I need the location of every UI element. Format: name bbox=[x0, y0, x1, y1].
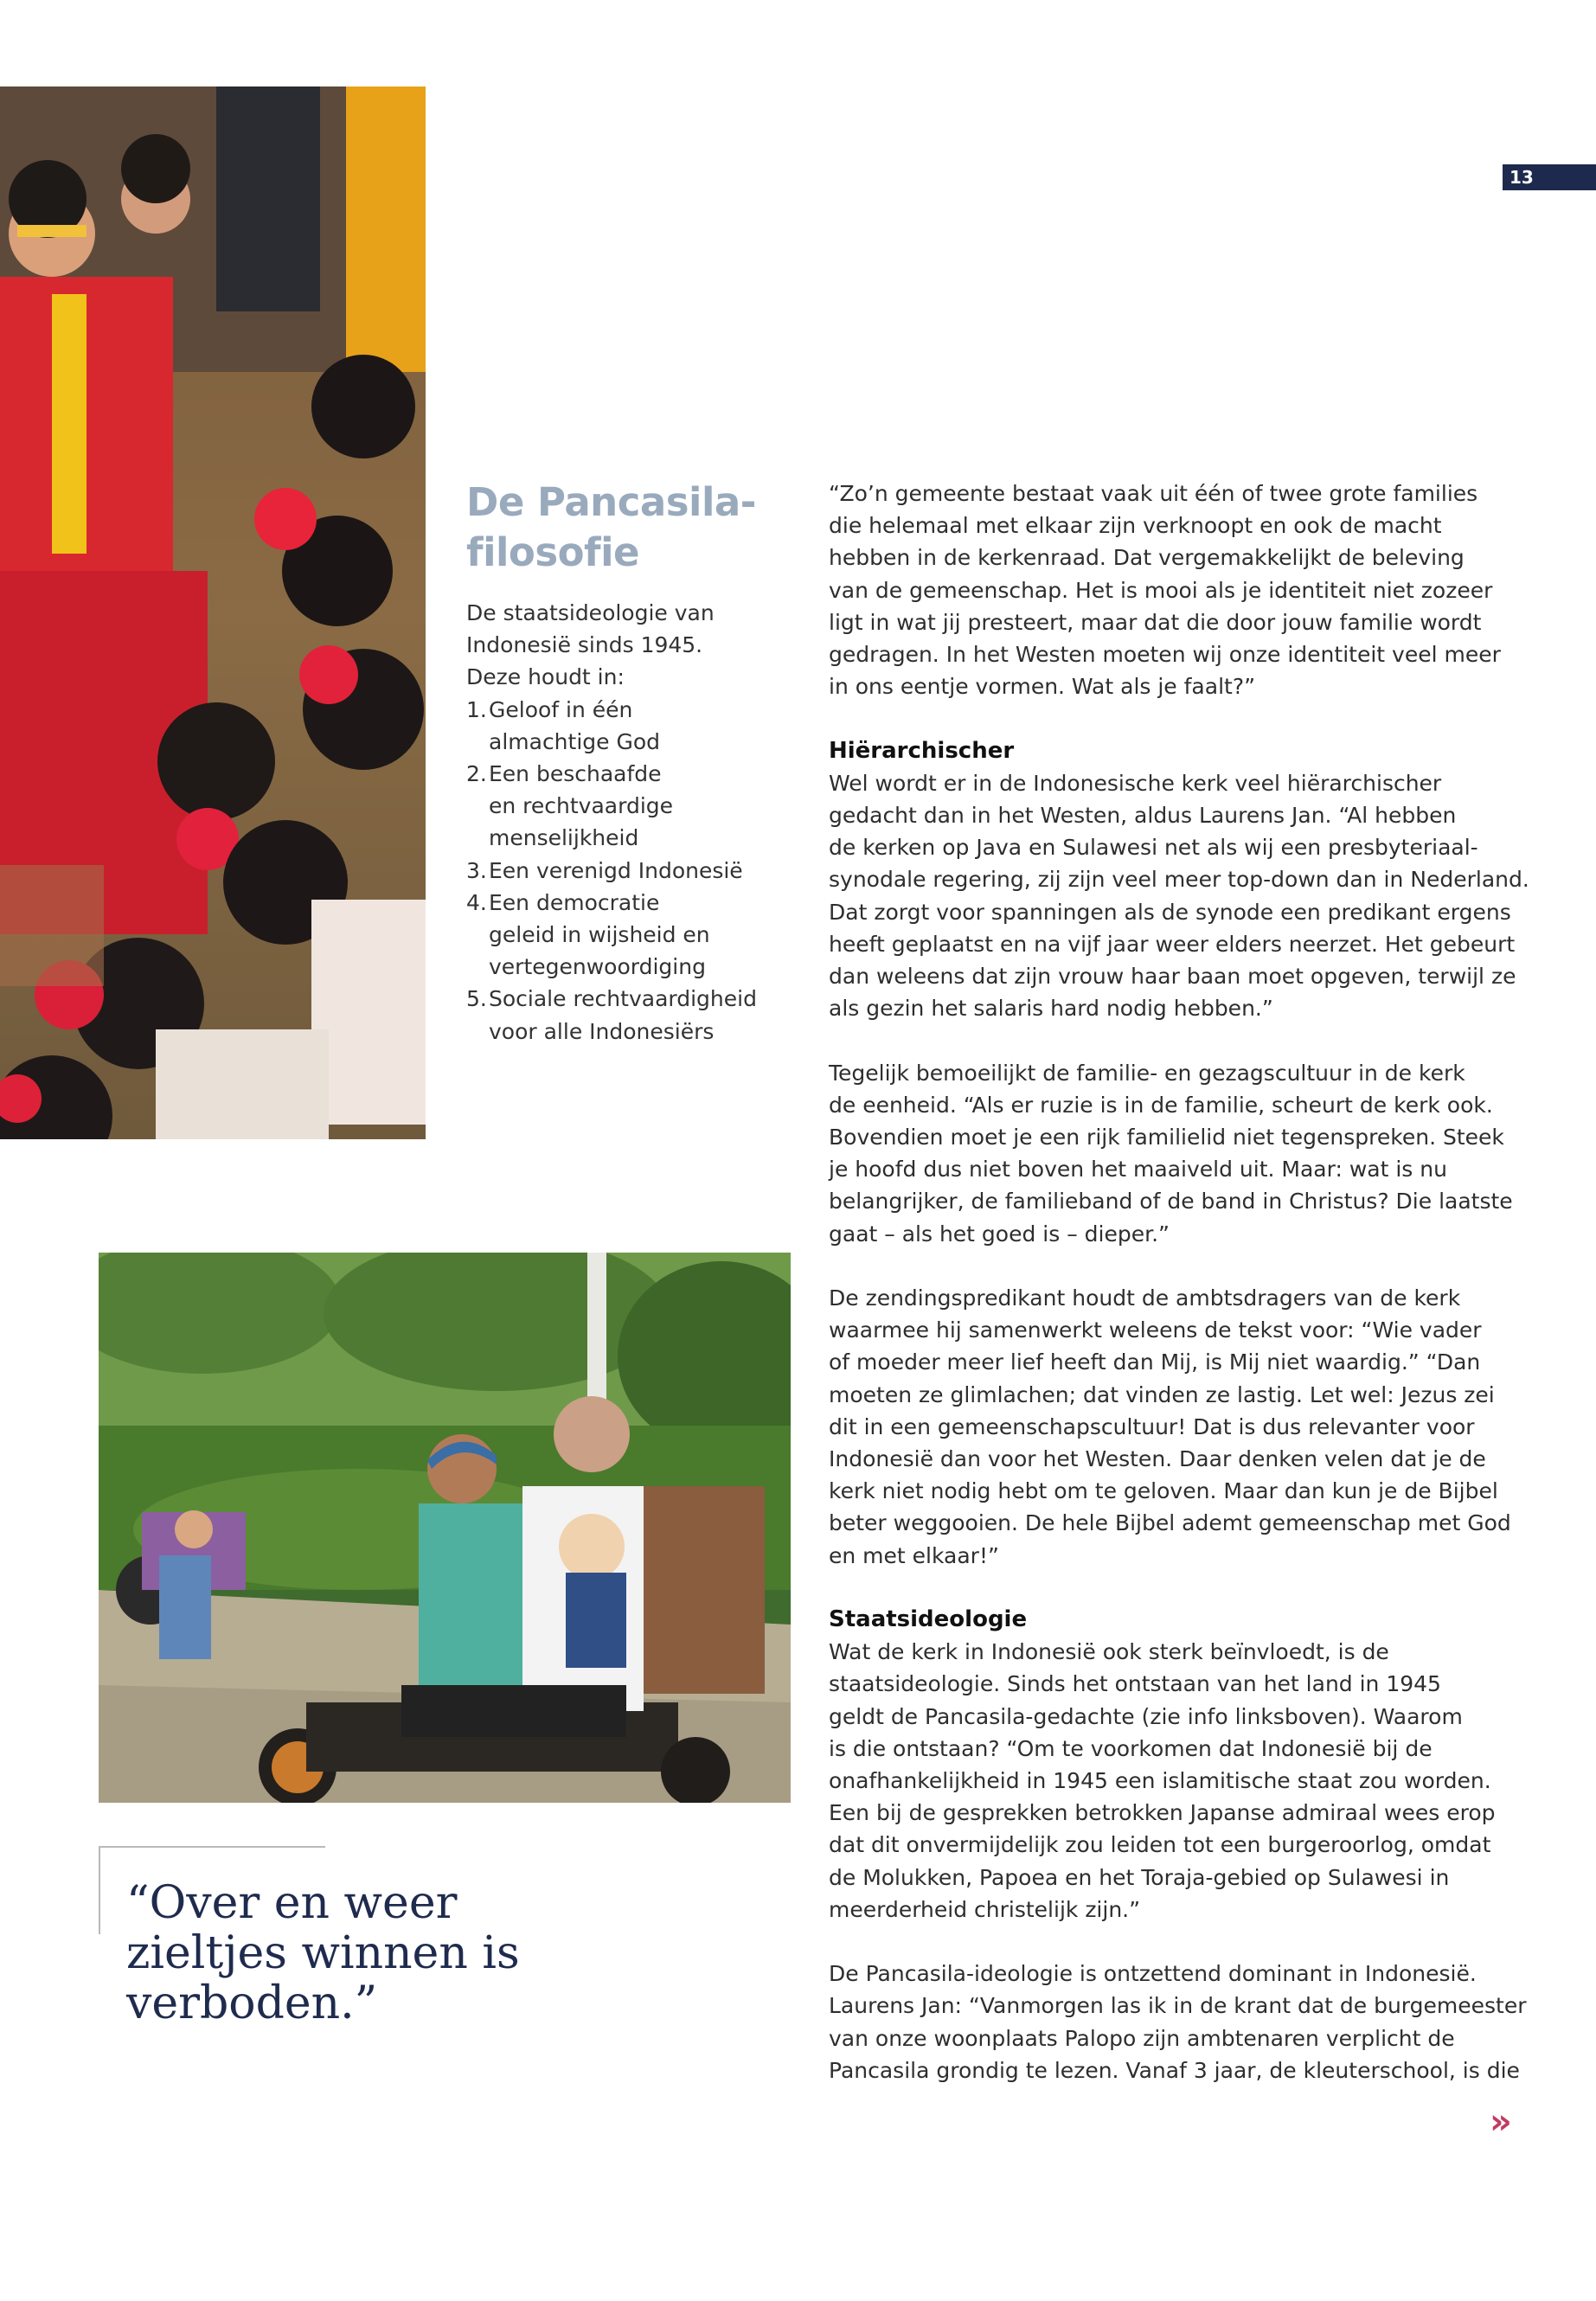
list-item-line: Een beschaafde bbox=[489, 761, 662, 787]
list-item bbox=[466, 983, 778, 1047]
list-item-line: geleid in wijsheid en bbox=[489, 922, 710, 948]
photo-dancers bbox=[0, 87, 426, 1139]
text-line: of moeder meer lief heeft dan Mij, is Mij niet waardig.” “Dan bbox=[829, 1349, 1481, 1375]
list-item-number: 4. bbox=[466, 889, 487, 915]
info-intro-line: Indonesië sinds 1945. bbox=[466, 632, 703, 658]
pull-quote-line: “Over en weer bbox=[126, 1877, 458, 1929]
list-item-number: 5. bbox=[466, 986, 487, 1012]
list-item-line: Geloof in één bbox=[489, 696, 633, 722]
text-line: geldt de Pancasila-gedachte (zie info linksboven). Waarom bbox=[829, 1703, 1463, 1729]
text-line: die helemaal met elkaar zijn verknoopt en ook de macht bbox=[829, 513, 1442, 539]
text-line: en met elkaar!” bbox=[829, 1542, 999, 1568]
text-line: Tegelijk bemoeilijkt de familie- en gezagscultuur in de kerk bbox=[829, 1060, 1465, 1086]
list-item-number: 2. bbox=[466, 761, 487, 787]
paragraph bbox=[829, 1636, 1573, 1926]
info-intro-line: Deze houdt in: bbox=[466, 664, 625, 690]
text-line: staatsideologie. Sinds het ontstaan van het land in 1945 bbox=[829, 1671, 1441, 1697]
pull-quote-line: zieltjes winnen is bbox=[126, 1927, 520, 1979]
list-item-line: almachtige God bbox=[489, 728, 661, 754]
text-line: De Pancasila-ideologie is ontzettend dominant in Indonesië. bbox=[829, 1961, 1477, 1987]
list-item-line: vertegenwoordiging bbox=[489, 954, 706, 980]
text-line: “Zo’n gemeente bestaat vaak uit één of twee grote families bbox=[829, 481, 1478, 506]
text-line: Een bij de gesprekken betrokken Japanse admiraal wees erop bbox=[829, 1800, 1496, 1826]
info-box-title bbox=[466, 478, 778, 578]
text-line: gaat – als het goed is – dieper.” bbox=[829, 1221, 1170, 1247]
list-item-number: 1. bbox=[466, 696, 487, 722]
pull-quote-rule bbox=[99, 1846, 325, 1848]
info-box-body bbox=[466, 597, 778, 1048]
info-title-line: filosofie bbox=[466, 529, 640, 575]
text-line: onafhankelijkheid in 1945 een islamitische staat zou worden. bbox=[829, 1768, 1491, 1794]
paragraph bbox=[829, 1282, 1573, 1572]
page-number: 13 bbox=[1509, 167, 1534, 188]
text-line: van onze woonplaats Palopo zijn ambtenaren verplicht de bbox=[829, 2025, 1455, 2051]
paragraph bbox=[829, 1958, 1573, 2086]
paragraph bbox=[829, 478, 1573, 702]
text-line: Bovendien moet je een rijk familielid niet tegenspreken. Steek bbox=[829, 1125, 1504, 1150]
list-item-number: 3. bbox=[466, 857, 487, 883]
photo-motorbike bbox=[99, 1253, 791, 1803]
list-item-line: menselijkheid bbox=[489, 825, 639, 851]
subheading-hierarchischer: Hiërarchischer bbox=[829, 737, 1015, 764]
text-line: beter weggooien. De hele Bijbel ademt gemeenschap met God bbox=[829, 1510, 1511, 1536]
text-line: synodale regering, zij zijn veel meer top-down dan in Nederland. bbox=[829, 867, 1529, 893]
text-line: gedacht dan in het Westen, aldus Laurens Jan. “Al hebben bbox=[829, 803, 1457, 829]
double-chevron-right-icon: » bbox=[1490, 2102, 1512, 2142]
text-line: heeft geplaatst en na vijf jaar weer elders neerzet. Het gebeurt bbox=[829, 931, 1516, 957]
text-line: je hoofd dus niet boven het maaiveld uit. Maar: wat is nu bbox=[829, 1157, 1447, 1183]
text-line: De zendingspredikant houdt de ambtsdragers van de kerk bbox=[829, 1285, 1461, 1311]
list-item bbox=[466, 694, 778, 758]
list-item bbox=[466, 887, 778, 984]
paragraph bbox=[829, 1057, 1573, 1250]
article-column bbox=[829, 478, 1573, 2086]
pull-quote bbox=[126, 1878, 680, 2029]
list-item-line: voor alle Indonesiërs bbox=[489, 1018, 715, 1044]
text-line: dan weleens dat zijn vrouw haar baan moet opgeven, terwijl ze bbox=[829, 964, 1516, 990]
paragraph bbox=[829, 767, 1573, 1025]
text-line: de kerken op Java en Sulawesi net als wij een presbyteriaal- bbox=[829, 835, 1478, 861]
text-line: dit in een gemeenschapscultuur! Dat is dus relevanter voor bbox=[829, 1413, 1475, 1439]
info-intro-line: De staatsideologie van bbox=[466, 600, 715, 625]
text-line: de eenheid. “Als er ruzie is in de familie, scheurt de kerk ook. bbox=[829, 1092, 1493, 1118]
text-line: dat dit onvermijdelijk zou leiden tot een burgeroorlog, omdat bbox=[829, 1832, 1491, 1858]
text-line: ligt in wat jij presteert, maar dat die door jouw familie wordt bbox=[829, 609, 1482, 635]
text-line: waarmee hij samenwerkt weleens de tekst voor: “Wie vader bbox=[829, 1317, 1482, 1343]
text-line: Pancasila grondig te lezen. Vanaf 3 jaar, de kleuterschool, is die bbox=[829, 2057, 1520, 2083]
text-line: Laurens Jan: “Vanmorgen las ik in de krant dat de burgemeester bbox=[829, 1993, 1527, 2019]
info-title-line: De Pancasila- bbox=[466, 479, 756, 525]
text-line: Indonesië dan voor het Westen. Daar denken velen dat je de bbox=[829, 1446, 1486, 1472]
text-line: de Molukken, Papoea en het Toraja-gebied op Sulawesi in bbox=[829, 1864, 1450, 1890]
list-item-line: Een verenigd Indonesië bbox=[489, 857, 743, 883]
text-line: Wel wordt er in de Indonesische kerk veel hiërarchischer bbox=[829, 770, 1442, 796]
info-box bbox=[466, 478, 778, 1048]
list-item-line: Een democratie bbox=[489, 889, 660, 915]
text-line: meerderheid christelijk zijn.” bbox=[829, 1896, 1141, 1922]
text-line: is die ontstaan? “Om te voorkomen dat Indonesië bij de bbox=[829, 1735, 1433, 1761]
text-line: hebben in de kerkenraad. Dat vergemakkelijkt de beleving bbox=[829, 545, 1465, 571]
text-line: als gezin het salaris hard nodig hebben.” bbox=[829, 996, 1273, 1022]
subheading-staatsideologie: Staatsideologie bbox=[829, 1606, 1028, 1633]
text-line: kerk niet nodig hebt om te geloven. Maar dan kun je de Bijbel bbox=[829, 1478, 1498, 1504]
pull-quote-rule bbox=[99, 1846, 100, 1934]
text-line: belangrijker, de familieband of de band in Christus? Die laatste bbox=[829, 1189, 1513, 1215]
text-line: Wat de kerk in Indonesië ook sterk beïnvloedt, is de bbox=[829, 1639, 1389, 1665]
list-item bbox=[466, 855, 778, 887]
text-line: gedragen. In het Westen moeten wij onze identiteit veel meer bbox=[829, 642, 1501, 668]
text-line: in ons eentje vormen. Wat als je faalt?” bbox=[829, 674, 1256, 700]
pull-quote-line: verboden.” bbox=[126, 1977, 378, 2029]
list-item-line: en rechtvaardige bbox=[489, 793, 674, 819]
pancasila-list bbox=[466, 694, 778, 1048]
text-line: Dat zorgt voor spanningen als de synode een predikant ergens bbox=[829, 899, 1511, 925]
text-line: moeten ze glimlachen; dat vinden ze lastig. Let wel: Jezus zei bbox=[829, 1381, 1495, 1407]
page-number-tab bbox=[1503, 164, 1596, 190]
text-line: van de gemeenschap. Het is mooi als je identiteit niet zozeer bbox=[829, 577, 1493, 603]
list-item bbox=[466, 758, 778, 855]
list-item-line: Sociale rechtvaardigheid bbox=[489, 986, 757, 1012]
